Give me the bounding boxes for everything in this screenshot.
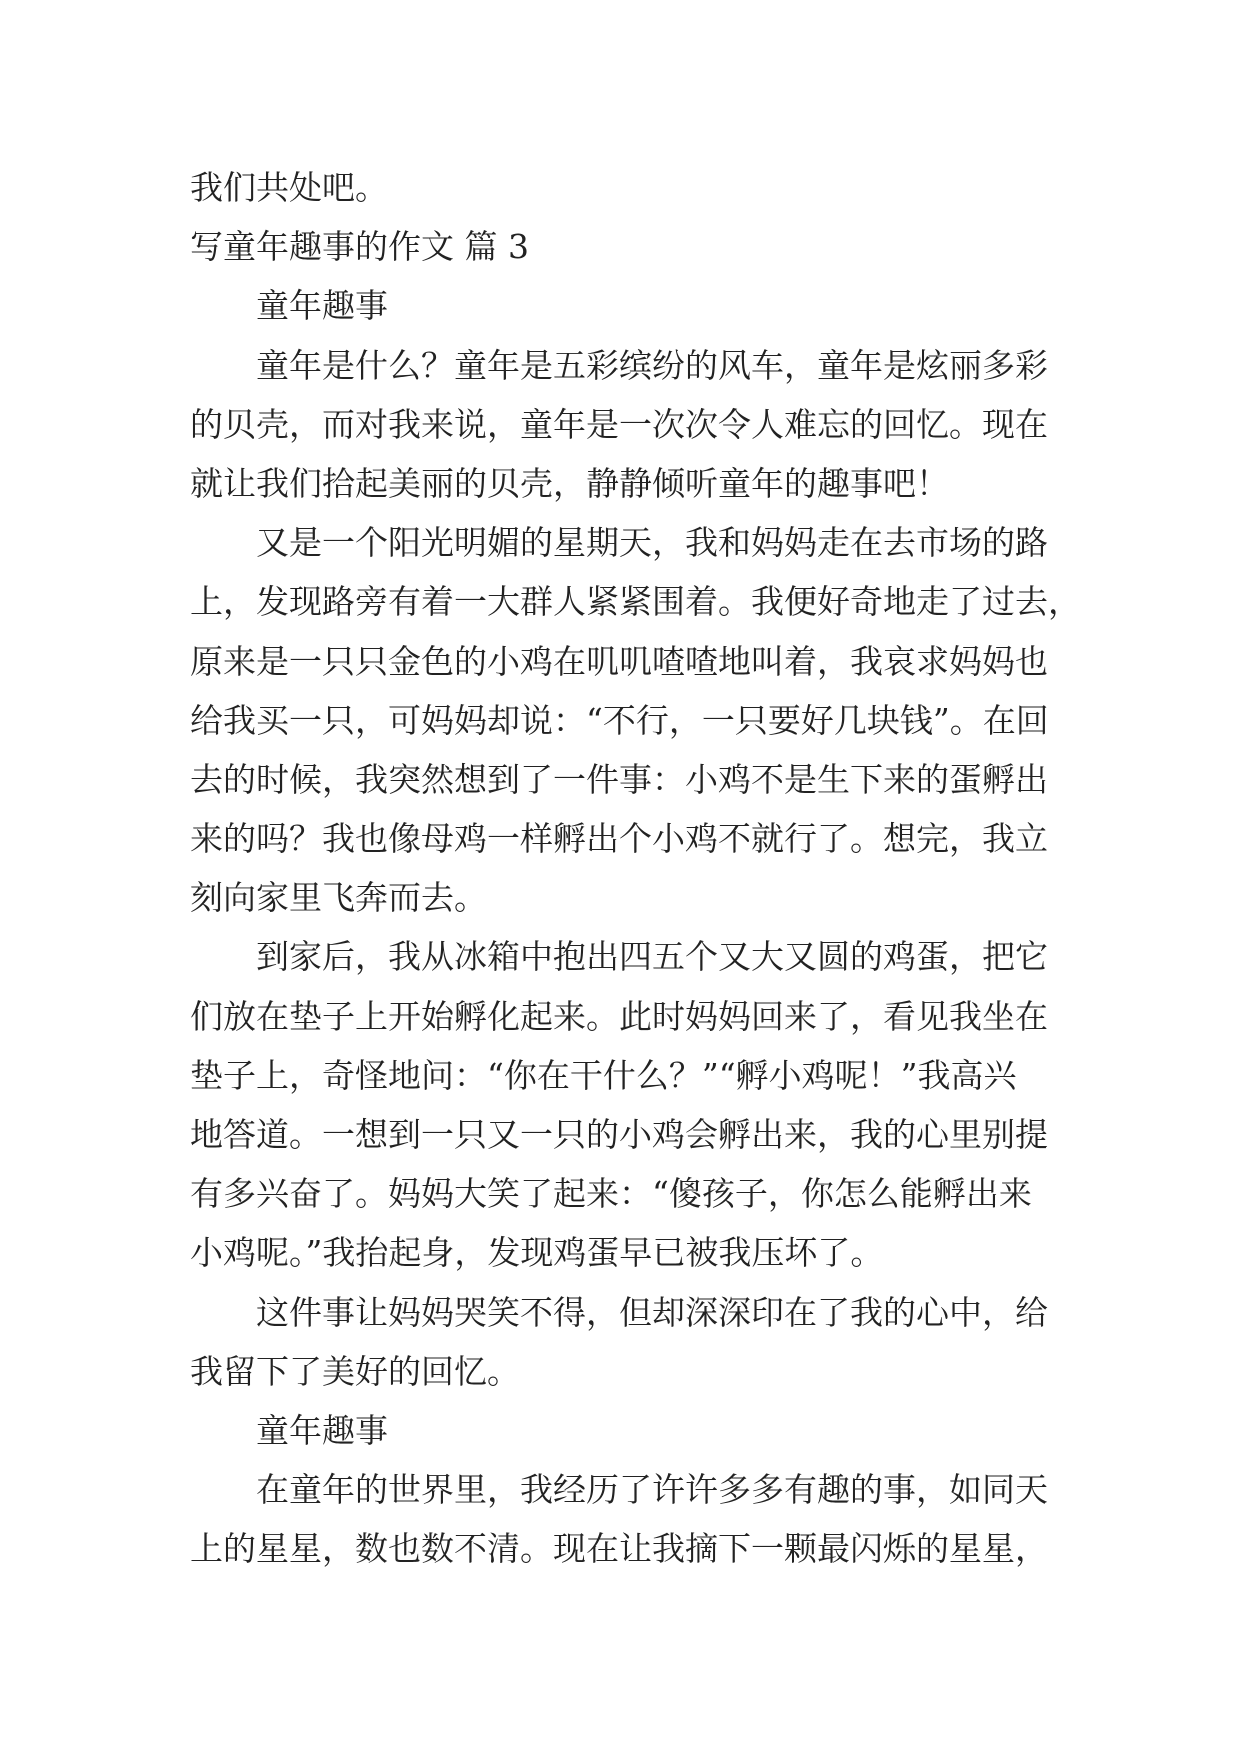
text-line: 们放在垫子上开始孵化起来。此时妈妈回来了，看见我坐在: [190, 996, 1048, 1036]
text-line: 原来是一只只金色的小鸡在叽叽喳喳地叫着，我哀求妈妈也: [190, 641, 1048, 681]
text-line: 的贝壳，而对我来说，童年是一次次令人难忘的回忆。现在: [190, 404, 1048, 444]
text-line: 在童年的世界里，我经历了许许多多有趣的事，如同天: [256, 1470, 1048, 1510]
essay-title: 童年趣事: [256, 286, 388, 326]
text-line: 上，发现路旁有着一大群人紧紧围着。我便好奇地走了过去，: [190, 582, 1081, 622]
text-line: 给我买一只，可妈妈却说：“不行，一只要好几块钱”。在回: [190, 700, 1049, 740]
text-line: 我留下了美好的回忆。: [190, 1351, 520, 1391]
document-body: [190, 158, 1081, 1579]
text-line: 上的星星，数也数不清。现在让我摘下一颗最闪烁的星星，: [190, 1529, 1048, 1569]
essay-title: 童年趣事: [256, 1410, 388, 1450]
text-line: 童年是什么？童年是五彩缤纷的风车，童年是炫丽多彩: [256, 345, 1048, 385]
text-line: 这件事让妈妈哭笑不得，但却深深印在了我的心中，给: [256, 1292, 1048, 1332]
text-line: 就让我们拾起美丽的贝壳，静静倾听童年的趣事吧！: [190, 463, 949, 503]
text-line: 垫子上，奇怪地问：“你在干什么？”“孵小鸡呢！”我高兴: [190, 1055, 1017, 1095]
text-line: 地答道。一想到一只又一只的小鸡会孵出来，我的心里别提: [190, 1115, 1048, 1154]
text-line: 去的时候，我突然想到了一件事：小鸡不是生下来的蛋孵出: [190, 759, 1048, 799]
text-line: 到家后，我从冰箱中抱出四五个又大又圆的鸡蛋，把它: [256, 937, 1048, 977]
section-heading: 写童年趣事的作文 篇 3: [190, 227, 529, 267]
text-line: 又是一个阳光明媚的星期天，我和妈妈走在去市场的路: [256, 523, 1048, 563]
text-line: 刻向家里飞奔而去。: [190, 878, 487, 918]
text-line: 小鸡呢。”我抬起身，发现鸡蛋早已被我压坏了。: [190, 1233, 884, 1273]
text-line: 来的吗？我也像母鸡一样孵出个小鸡不就行了。想完，我立: [190, 819, 1048, 859]
text-line: 我们共处吧。: [190, 168, 388, 207]
text-line: 有多兴奋了。妈妈大笑了起来：“傻孩子，你怎么能孵出来: [190, 1174, 1032, 1214]
